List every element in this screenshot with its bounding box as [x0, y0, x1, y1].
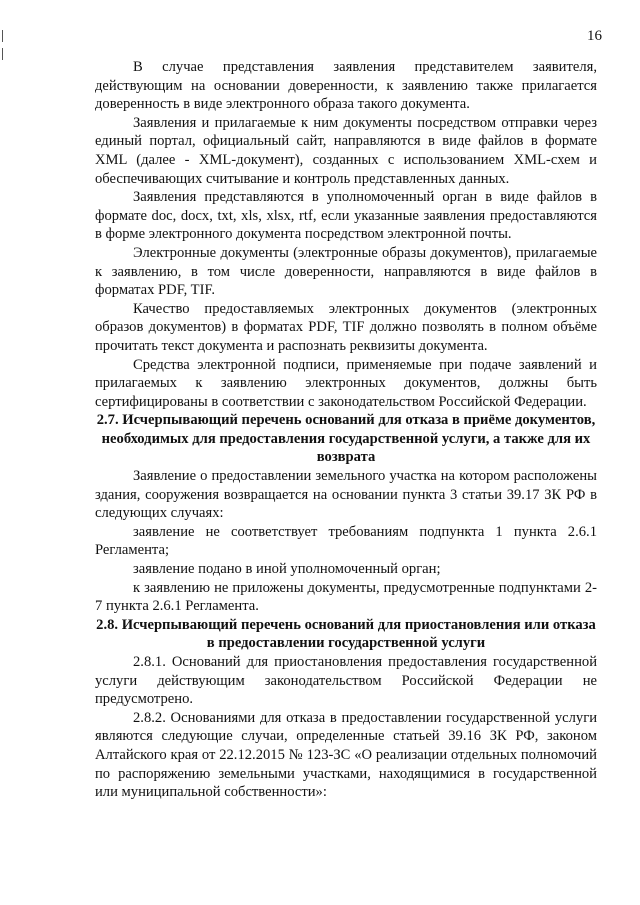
paragraph: Средства электронной подписи, применяемые при подаче заявлений и прилагаемых к заявлению электронных документов, должны быть сертифицированы в соответствии с законодательством Российской Федерации. — [95, 356, 597, 410]
page-number: 16 — [587, 28, 602, 44]
paragraph: 2.8.2. Основаниями для отказа в предоставлении государственной услуги являются следующие случаи, определенные статьей 39.16 ЗК РФ, законом Алтайского края от 22.12.2015 № 123-ЗС «О реализации отдельных полномочий по распоряжению земельными участками, находящимися в государственной или муниципальной собственности»: — [95, 709, 597, 801]
section-heading-2-7: 2.7. Исчерпывающий перечень оснований для отказа в приёме документов, необходимых для предоставления государственной услуги, а также для их возврата — [96, 412, 596, 466]
margin-ticks — [2, 30, 6, 70]
document-body — [95, 58, 597, 802]
paragraph: Заявления представляются в уполномоченный орган в виде файлов в формате doc, docx, txt, xls, xlsx, rtf, если указанные заявления предоставляются в форме электронного документа посредством электронной почты. — [95, 189, 597, 243]
paragraph: Заявление о предоставлении земельного участка на котором расположены здания, сооружения возвращается на основании пункта 3 статьи 39.17 ЗК РФ в следующих случаях: — [95, 468, 597, 522]
paragraph: заявление не соответствует требованиям подпункта 1 пункта 2.6.1 Регламента; — [95, 523, 597, 559]
section-heading-2-8: 2.8. Исчерпывающий перечень оснований для приостановления или отказа в предоставлении государственной услуги — [96, 616, 596, 652]
paragraph: к заявлению не приложены документы, предусмотренные подпунктами 2-7 пункта 2.6.1 Регламента. — [95, 579, 597, 615]
paragraph: Электронные документы (электронные образы документов), прилагаемые к заявлению, в том числе доверенности, направляются в виде файлов в форматах PDF, TIF. — [95, 244, 597, 299]
paragraph: Качество предоставляемых электронных документов (электронных образов документов) в форматах PDF, TIF должно позволять в полном объёме прочитать текст документа и распознать реквизиты документа. — [95, 300, 597, 354]
paragraph: заявление подано в иной уполномоченный орган; — [133, 561, 441, 578]
paragraph: В случае представления заявления представителем заявителя, действующим на основании доверенности, к заявлению также прилагается доверенность в виде электронного образа такого документа. — [95, 59, 597, 113]
paragraph: Заявления и прилагаемые к ним документы посредством отправки через единый портал, официальный сайт, направляются в виде файлов в формате XML (далее - XML-документ), созданных с использованием XML-схем и обеспечивающих считывание и контроль представленных данных. — [95, 114, 597, 187]
paragraph: 2.8.1. Оснований для приостановления предоставления государственной услуги действующим законодательством Российской Федерации не предусмотрено. — [95, 654, 597, 708]
